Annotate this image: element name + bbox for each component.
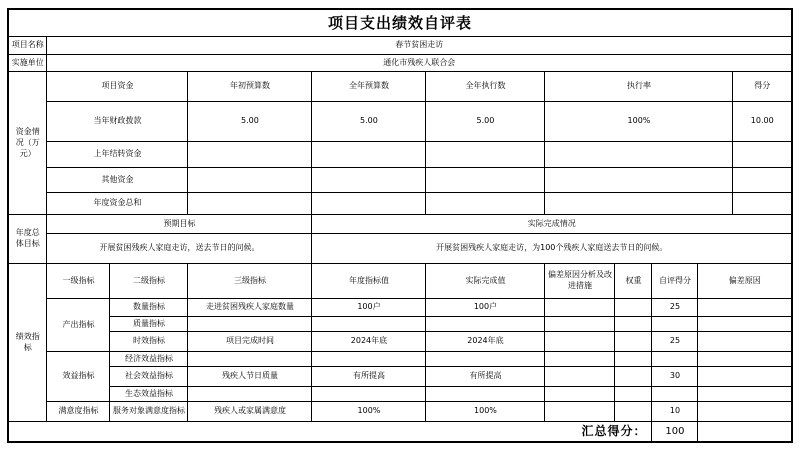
fund-score: 10.00 [733,102,792,142]
funds-row-fiscal-allocation [8,102,792,142]
funds-row-total [8,193,792,215]
ind-annual-value [312,352,426,367]
ind-deviation-reason [698,402,792,422]
level1-output-indicator: 产出指标 [47,299,110,352]
fund-annual-budget [312,142,426,168]
ind-weight [615,317,652,332]
fund-annual-budget: 5.00 [312,102,426,142]
fund-score [733,193,792,215]
funds-header-score: 得分 [733,72,792,102]
ind-level2: 时效指标 [110,332,188,352]
funds-header-execution-rate: 执行率 [545,72,733,102]
fund-item-name: 其他资金 [47,168,188,193]
fund-annual-execution [426,142,545,168]
ind-header-level2: 二级指标 [110,264,188,299]
ind-weight [615,402,652,422]
level1-satisfaction-indicator: 满意度指标 [47,402,110,422]
ind-level2: 经济效益指标 [110,352,188,367]
fund-annual-budget [312,168,426,193]
page-title: 项目支出绩效自评表 [8,9,792,37]
ind-deviation-reason [698,332,792,352]
ind-level2: 服务对象满意度指标 [110,402,188,422]
ind-header-level1: 一级指标 [47,264,110,299]
funds-row-carryover [8,142,792,168]
funds-section-label: 资金情况（万元） [8,72,47,215]
fund-execution-rate [545,168,733,193]
ind-weight [615,352,652,367]
ind-self-score [652,317,698,332]
unit-value: 通化市残疾人联合会 [47,55,792,72]
summary-score-value: 100 [652,422,698,442]
goal-expected-header: 预期目标 [47,215,312,234]
indicator-row-quantity [8,299,792,317]
ind-level3 [188,387,312,402]
ind-weight [615,332,652,352]
ind-deviation-analysis [545,332,615,352]
ind-actual-value: 2024年底 [426,332,545,352]
ind-header-weight: 权重 [615,264,652,299]
ind-header-level3: 三级指标 [188,264,312,299]
indicator-row-satisfaction [8,402,792,422]
indicator-row-quality [8,317,792,332]
fund-score [733,142,792,168]
ind-actual-value: 100户 [426,299,545,317]
ind-deviation-reason [698,299,792,317]
ind-header-self-score: 自评得分 [652,264,698,299]
summary-score-label: 汇总得分： [8,422,652,442]
indicator-row-social [8,367,792,387]
ind-annual-value: 有所提高 [312,367,426,387]
ind-weight [615,367,652,387]
ind-annual-value: 100% [312,402,426,422]
ind-actual-value [426,387,545,402]
ind-deviation-analysis [545,387,615,402]
ind-self-score: 30 [652,367,698,387]
ind-level3 [188,352,312,367]
fund-execution-rate [545,142,733,168]
goal-section-label: 年度总体目标 [8,215,47,264]
indicator-row-ecological [8,387,792,402]
ind-deviation-analysis [545,299,615,317]
ind-level3: 残疾人或家属满意度 [188,402,312,422]
ind-level2: 质量指标 [110,317,188,332]
fund-initial-budget [188,168,312,193]
funds-header-annual-budget: 全年预算数 [312,72,426,102]
ind-self-score [652,352,698,367]
unit-label: 实施单位 [8,55,47,72]
ind-level2: 数量指标 [110,299,188,317]
fund-annual-execution [426,168,545,193]
funds-header-initial-budget: 年初预算数 [188,72,312,102]
fund-annual-execution [426,193,545,215]
fund-initial-budget [188,193,312,215]
ind-header-actual-value: 实际完成值 [426,264,545,299]
fund-execution-rate [545,193,733,215]
ind-header-deviation-reason: 偏差原因 [698,264,792,299]
summary-row [8,422,792,442]
ind-deviation-reason [698,367,792,387]
fund-annual-execution: 5.00 [426,102,545,142]
ind-level2: 生态效益指标 [110,387,188,402]
ind-deviation-analysis [545,317,615,332]
ind-deviation-reason [698,352,792,367]
ind-deviation-analysis [545,352,615,367]
fund-initial-budget: 5.00 [188,102,312,142]
ind-deviation-reason [698,387,792,402]
fund-item-name: 年度资金总和 [47,193,188,215]
fund-score [733,168,792,193]
funds-row-other [8,168,792,193]
ind-self-score [652,387,698,402]
goal-expected-text: 开展贫困残疾人家庭走访，送去节日的问候。 [47,234,312,264]
ind-deviation-analysis [545,367,615,387]
indicator-row-timeliness [8,332,792,352]
self-assessment-table [7,8,793,443]
ind-annual-value: 100户 [312,299,426,317]
fund-item-name: 上年结转资金 [47,142,188,168]
fund-item-name: 当年财政拨款 [47,102,188,142]
ind-header-deviation-analysis: 偏差原因分析及改进措施 [545,264,615,299]
indicator-row-economic [8,352,792,367]
ind-actual-value [426,352,545,367]
funds-header-annual-execution: 全年执行数 [426,72,545,102]
ind-actual-value: 100% [426,402,545,422]
goal-actual-text: 开展贫困残疾人家庭走访，为100个残疾人家庭送去节日的问候。 [312,234,792,264]
ind-annual-value [312,387,426,402]
ind-level3: 项目完成时间 [188,332,312,352]
indicators-section-label: 绩效指标 [8,264,47,422]
ind-deviation-analysis [545,402,615,422]
ind-level3: 残疾人节日质量 [188,367,312,387]
fund-annual-budget [312,193,426,215]
ind-actual-value: 有所提高 [426,367,545,387]
ind-self-score: 25 [652,299,698,317]
ind-deviation-reason [698,317,792,332]
ind-level3: 走进贫困残疾人家庭数量 [188,299,312,317]
fund-execution-rate: 100% [545,102,733,142]
ind-annual-value: 2024年底 [312,332,426,352]
ind-header-annual-value: 年度指标值 [312,264,426,299]
project-name-value: 春节贫困走访 [47,37,792,55]
funds-header-project-funds: 项目资金 [47,72,188,102]
ind-annual-value [312,317,426,332]
ind-level2: 社会效益指标 [110,367,188,387]
ind-level3 [188,317,312,332]
ind-actual-value [426,317,545,332]
summary-empty-cell [698,422,792,442]
project-name-label: 项目名称 [8,37,47,55]
ind-weight [615,387,652,402]
goal-actual-header: 实际完成情况 [312,215,792,234]
ind-self-score: 10 [652,402,698,422]
ind-self-score: 25 [652,332,698,352]
level1-benefit-indicator: 效益指标 [47,352,110,402]
fund-initial-budget [188,142,312,168]
ind-weight [615,299,652,317]
